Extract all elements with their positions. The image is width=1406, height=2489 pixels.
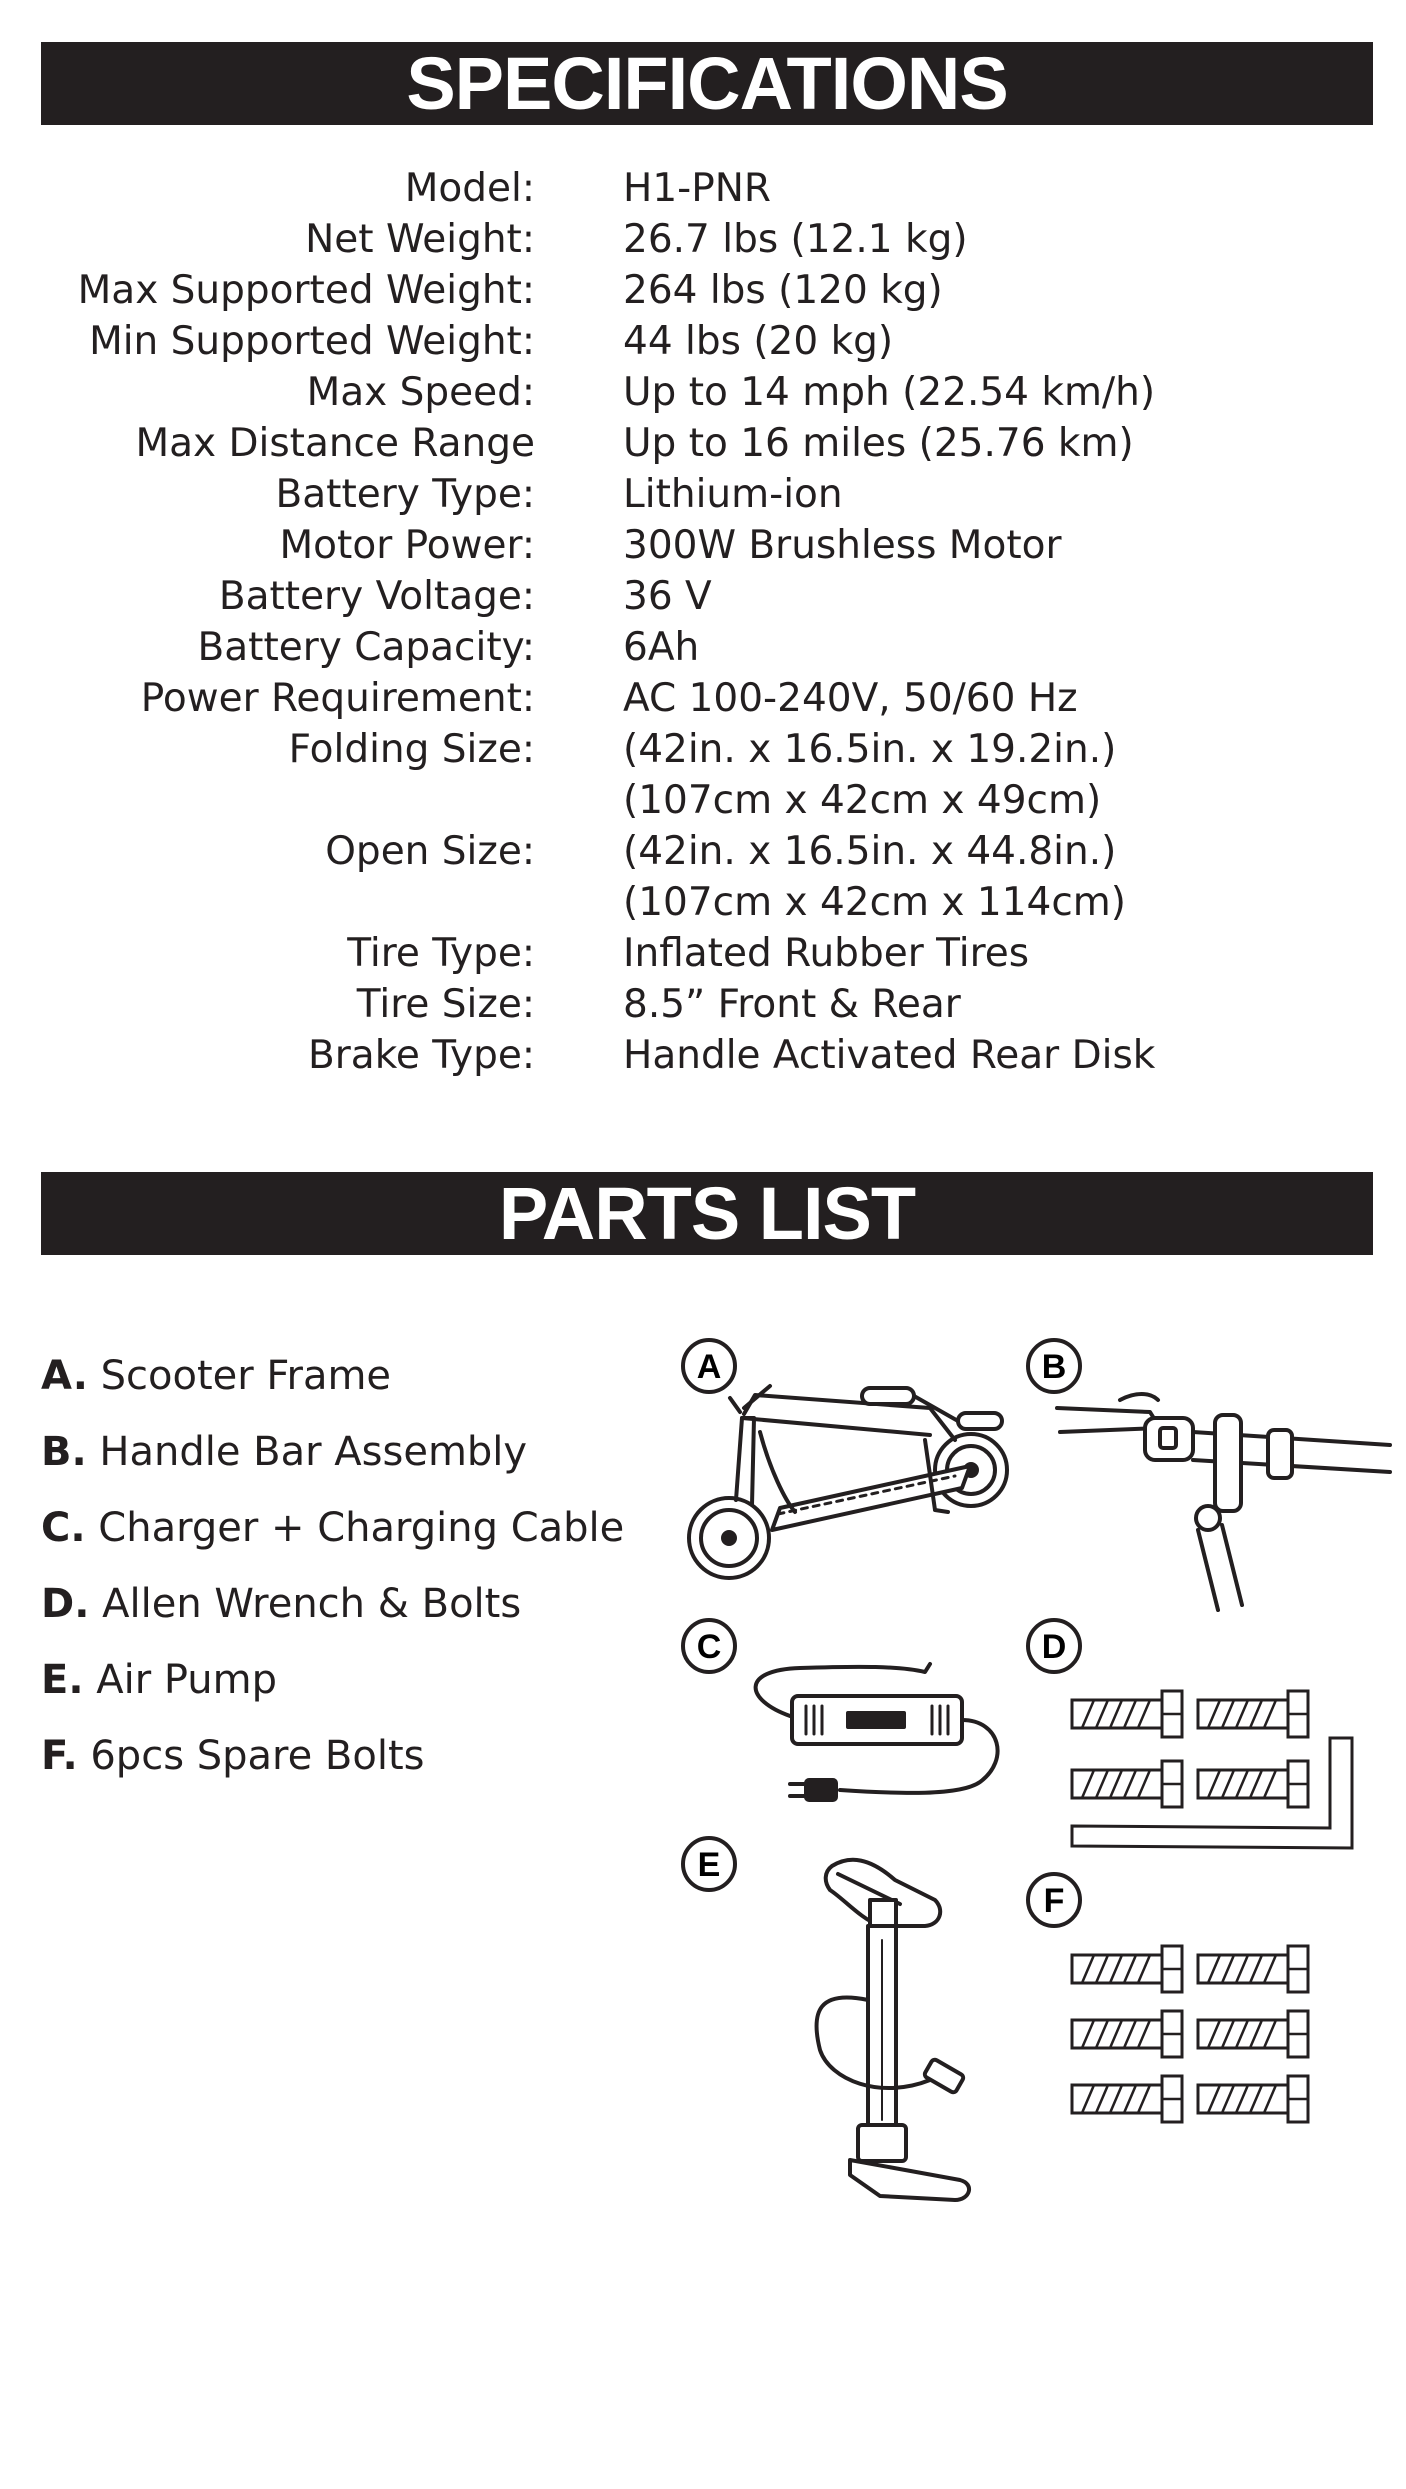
part-name: Allen Wrench & Bolts xyxy=(102,1581,522,1627)
air-pump-illustration xyxy=(816,1860,969,2200)
part-letter: D. xyxy=(41,1581,90,1627)
spec-label: Motor Power: xyxy=(279,523,535,568)
spec-value: (42in. x 16.5in. x 19.2in.) xyxy=(623,727,1117,772)
part-letter: C. xyxy=(41,1505,86,1551)
part-letter: F. xyxy=(41,1733,78,1779)
spec-value: 26.7 lbs (12.1 kg) xyxy=(623,217,968,262)
svg-text:F: F xyxy=(1043,1882,1065,1920)
spec-value: AC 100-240V, 50/60 Hz xyxy=(623,676,1078,721)
badge-e xyxy=(683,1838,735,1890)
spec-label: Battery Voltage: xyxy=(218,574,535,619)
spec-label: Tire Type: xyxy=(347,931,535,976)
badge-d xyxy=(1028,1620,1080,1672)
spec-value: 264 lbs (120 kg) xyxy=(623,268,943,313)
svg-text:B: B xyxy=(1041,1348,1067,1386)
spec-label: Open Size: xyxy=(325,829,535,874)
spec-label: Net Weight: xyxy=(305,217,535,262)
spec-label: Battery Type: xyxy=(275,472,535,517)
specifications-title: SPECIFICATIONS xyxy=(406,42,1008,125)
part-name: Scooter Frame xyxy=(100,1353,392,1399)
part-name: Handle Bar Assembly xyxy=(99,1429,528,1475)
spec-label: Brake Type: xyxy=(308,1033,535,1078)
badge-c xyxy=(683,1620,735,1672)
svg-text:C: C xyxy=(696,1628,722,1666)
spec-label: Folding Size: xyxy=(288,727,535,772)
spec-value: Up to 16 miles (25.76 km) xyxy=(623,421,1134,466)
scooter-frame-illustration xyxy=(689,1386,1007,1578)
part-letter: A. xyxy=(41,1353,88,1399)
spec-value: 44 lbs (20 kg) xyxy=(623,319,894,364)
svg-text:D: D xyxy=(1041,1628,1067,1666)
spec-label: Min Supported Weight: xyxy=(89,319,535,364)
badge-b xyxy=(1028,1340,1080,1392)
badge-f xyxy=(1028,1874,1080,1926)
spec-label: Tire Size: xyxy=(356,982,535,1027)
spec-value: Up to 14 mph (22.54 km/h) xyxy=(623,370,1156,415)
spec-value: (107cm x 42cm x 114cm) xyxy=(623,880,1126,925)
spec-value: 6Ah xyxy=(623,625,700,670)
svg-text:E: E xyxy=(697,1846,721,1884)
spare-bolts-illustration xyxy=(1072,1946,1308,2122)
handle-bar-illustration xyxy=(1057,1394,1390,1610)
part-letter: B. xyxy=(41,1429,87,1475)
spec-value: Lithium-ion xyxy=(623,472,843,517)
spec-value: (107cm x 42cm x 49cm) xyxy=(623,778,1102,823)
spec-label: Max Supported Weight: xyxy=(77,268,535,313)
spec-value: H1-PNR xyxy=(623,166,772,211)
part-name: Charger + Charging Cable xyxy=(98,1505,625,1551)
part-name: 6pcs Spare Bolts xyxy=(90,1733,425,1779)
part-letter: E. xyxy=(41,1657,84,1703)
spec-value: Handle Activated Rear Disk xyxy=(623,1033,1156,1078)
spec-label: Power Requirement: xyxy=(140,676,535,721)
charger-illustration xyxy=(756,1664,998,1800)
spec-label: Battery Capacity: xyxy=(197,625,535,670)
spec-value: 36 V xyxy=(623,574,712,619)
spec-value: 300W Brushless Motor xyxy=(623,523,1062,568)
part-name: Air Pump xyxy=(96,1657,278,1703)
spec-value: Inflated Rubber Tires xyxy=(623,931,1030,976)
spec-value: 8.5” Front & Rear xyxy=(623,982,961,1027)
spec-value: (42in. x 16.5in. x 44.8in.) xyxy=(623,829,1117,874)
allen-wrench-bolts-illustration xyxy=(1072,1691,1352,1848)
parts-list-title: PARTS LIST xyxy=(498,1172,916,1255)
spec-label: Max Speed: xyxy=(306,370,535,415)
svg-text:A: A xyxy=(696,1348,722,1386)
spec-label: Max Distance Range xyxy=(135,421,535,466)
badge-a xyxy=(683,1340,735,1392)
spec-label: Model: xyxy=(404,166,535,211)
